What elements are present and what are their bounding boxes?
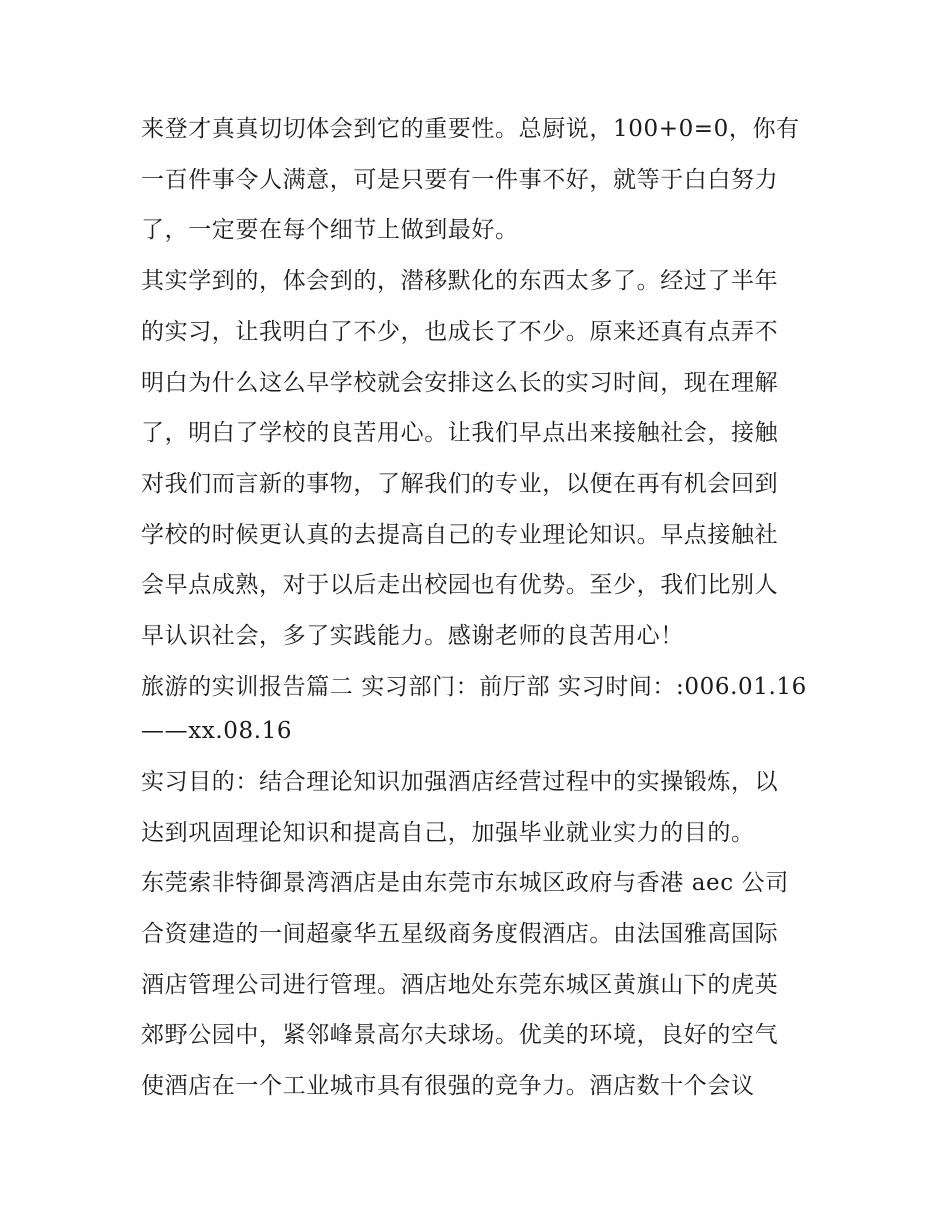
text-line: 一百件事令人满意，可是只要有一件事不好，就等于白白努力 [141, 167, 779, 193]
text-line: 合资建造的一间超豪华五星级商务度假酒店。由法国雅高国际 [141, 921, 779, 947]
text-line: 对我们而言新的事物，了解我们的专业，以便在再有机会回到 [141, 471, 779, 497]
text-line: 旅游的实训报告篇二 实习部门：前厅部 实习时间：:006.01.16 [141, 674, 807, 700]
text-line: 东莞索非特御景湾酒店是由东莞市东城区政府与香港 aec 公司 [141, 870, 789, 896]
text-line: 了，明白了学校的良苦用心。让我们早点出来接触社会，接触 [141, 420, 779, 446]
text-line: 其实学到的，体会到的，潜移默化的东西太多了。经过了半年 [141, 268, 779, 294]
text-line: 明白为什么这么早学校就会安排这么长的实习时间，现在理解 [141, 370, 779, 396]
text-line: 实习目的：结合理论知识加强酒店经营过程中的实操锻炼，以 [141, 769, 779, 795]
text-line: 学校的时候更认真的去提高自己的专业理论知识。早点接触社 [141, 522, 779, 548]
text-line: 会早点成熟，对于以后走出校园也有优势。至少，我们比别人 [141, 572, 779, 598]
text-line: 了，一定要在每个细节上做到最好。 [141, 217, 519, 243]
text-line: 达到巩固理论知识和提高自己，加强毕业就业实力的目的。 [141, 820, 755, 846]
text-line: 的实习，让我明白了不少，也成长了不少。原来还真有点弄不 [141, 319, 779, 345]
text-line: 来登才真真切切体会到它的重要性。总厨说，100+0=0，你有 [141, 116, 800, 142]
text-line: ——xx.08.16 [141, 718, 293, 744]
text-line: 郊野公园中，紧邻峰景高尔夫球场。优美的环境，良好的空气 [141, 1022, 779, 1048]
text-line: 酒店管理公司进行管理。酒店地处东莞东城区黄旗山下的虎英 [141, 972, 779, 998]
text-line: 使酒店在一个工业城市具有很强的竞争力。酒店数十个会议 [141, 1073, 755, 1099]
text-line: 早认识社会，多了实践能力。感谢老师的良苦用心！ [141, 623, 684, 649]
